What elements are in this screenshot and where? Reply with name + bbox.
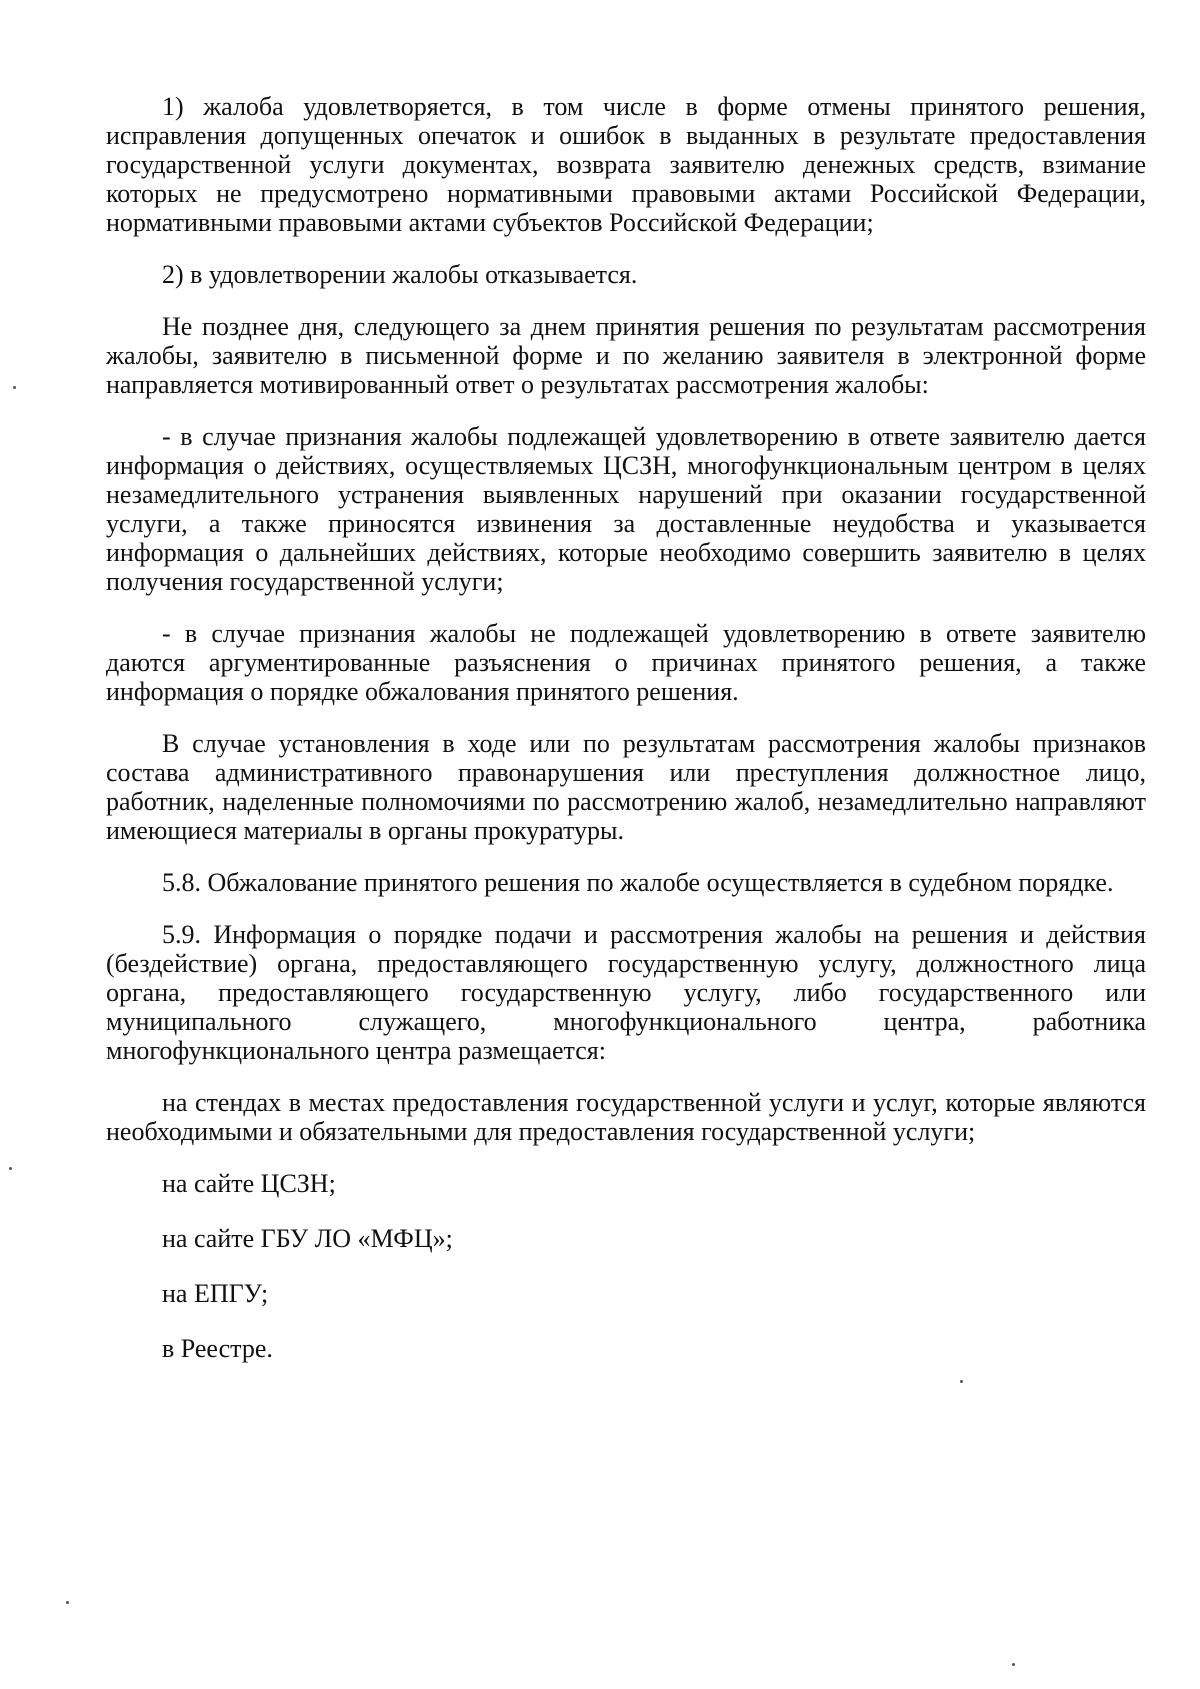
paragraph-reply-deadline: Не позднее дня, следующего за днем принятия решения по результатам рассмотрения жалобы, заявителю в письменной форме и по желанию заявителя в электронной форме направляется мотивированный ответ о результатах рассмотрения жалобы: [106,312,1146,399]
scan-speck [9,1167,12,1170]
paragraph-refused-case: - в случае признания жалобы не подлежащей удовлетворению в ответе заявителю даются аргументированные разъяснения о причинах принятого решения, а также информация о порядке обжалования принятого решения. [106,619,1146,706]
document-page [106,92,1146,1389]
paragraph-prosecution: В случае установления в ходе или по результатам рассмотрения жалобы признаков состава административного правонарушения или преступления должностное лицо, работник, наделенные полномочиями по рассмотрению жалоб, незамедлительно направляют имеющиеся материалы в органы прокуратуры. [106,729,1146,845]
scan-speck [66,1601,69,1604]
list-item-cszn-site: на сайте ЦСЗН; [162,1169,336,1198]
scan-speck [960,1380,963,1383]
paragraph-decision-satisfy: 1) жалоба удовлетворяется, в том числе в форме отмены принятого решения, исправления допущенных опечаток и ошибок в выданных в результате предоставления государственной услуги документах, возврата заявителю денежных средств, взимание которых не предусмотрено нормативными правовыми актами Российской Федерации, нормативными правовыми актами субъектов Российской Федерации; [106,92,1146,237]
scan-speck [1012,1663,1015,1666]
paragraph-section-5-9: 5.9. Информация о порядке подачи и рассмотрения жалобы на решения и действия (бездействие) органа, предоставляющего государственную услугу, должностного лица органа, предоставляющего государственную услугу, либо государственного или муниципального служащего, многофункционального центра, работника многофункционального центра размещается: [106,920,1146,1065]
paragraph-stands: на стендах в местах предоставления государственной услуги и услуг, которые являются необходимыми и обязательными для предоставления государственной услуги; [106,1088,1146,1146]
paragraph-satisfied-case: - в случае признания жалобы подлежащей удовлетворению в ответе заявителю дается информация о действиях, осуществляемых ЦСЗН, многофункциональным центром в целях незамедлительного устранения выявленных нарушений при оказании государственной услуги, а также приносятся извинения за доставленные неудобства и указывается информация о дальнейших действиях, которые необходимо совершить заявителю в целях получения государственной услуги; [106,422,1146,596]
paragraph-section-5-8: 5.8. Обжалование принятого решения по жалобе осуществляется в судебном порядке. [162,868,1114,897]
scan-speck [13,386,16,389]
list-item-epgu: на ЕПГУ; [162,1279,269,1308]
list-item-mfc-site: на сайте ГБУ ЛО «МФЦ»; [162,1224,453,1253]
paragraph-decision-refuse: 2) в удовлетворении жалобы отказывается. [162,260,638,289]
list-item-registry: в Реестре. [162,1334,273,1363]
